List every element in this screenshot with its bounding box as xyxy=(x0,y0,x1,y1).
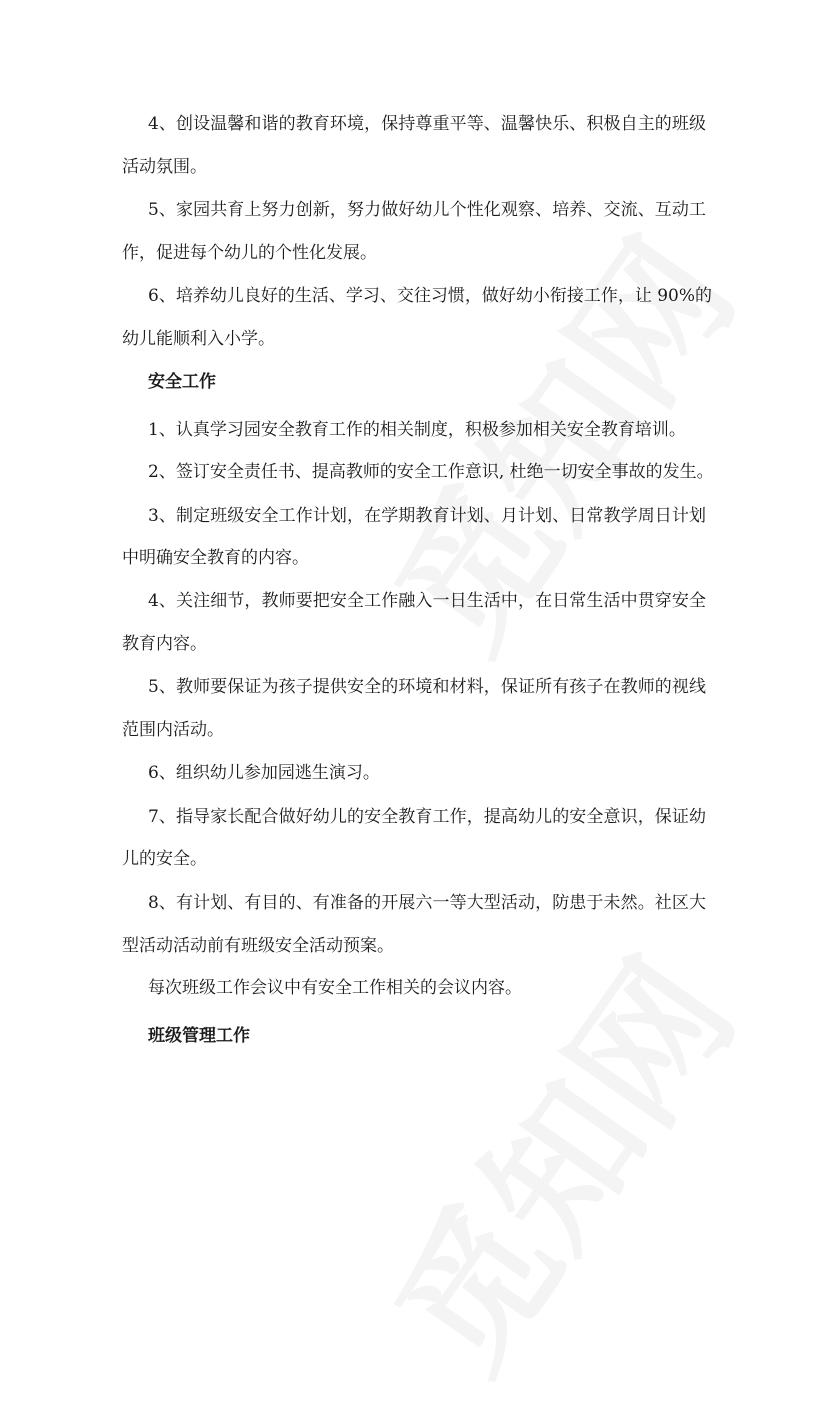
paragraph-line: 活动氛围。 xyxy=(122,157,207,177)
paragraph-line: 中明确安全教育的内容。 xyxy=(122,548,309,568)
paragraph-line: 每次班级工作会议中有安全工作相关的会议内容。 xyxy=(148,978,522,998)
paragraph-line: 儿的安全。 xyxy=(122,849,207,869)
paragraph-line: 2、签订安全责任书、提高教师的安全工作意识, 杜绝一切安全事故的发生。 xyxy=(148,462,714,482)
paragraph-line: 作，促进每个幼儿的个性化发展。 xyxy=(122,243,377,263)
paragraph-line: 8、有计划、有目的、有准备的开展六一等大型活动，防患于未然。社区大 xyxy=(148,893,706,913)
paragraph-line: 4、关注细节，教师要把安全工作融入一日生活中，在日常生活中贯穿安全 xyxy=(148,591,706,611)
paragraph-line: 3、制定班级安全工作计划，在学期教育计划、月计划、日常教学周日计划 xyxy=(148,506,706,526)
paragraph-line: 型活动活动前有班级安全活动预案。 xyxy=(122,936,394,956)
paragraph-line: 幼儿能顺利入小学。 xyxy=(122,329,275,349)
paragraph-line: 5、教师要保证为孩子提供安全的环境和材料，保证所有孩子在教师的视线 xyxy=(148,677,706,697)
paragraph-line: 1、认真学习园安全教育工作的相关制度，积极参加相关安全教育培训。 xyxy=(148,420,686,440)
section-heading-class-management: 班级管理工作 xyxy=(148,1026,250,1046)
paragraph-line: 7、指导家长配合做好幼儿的安全教育工作，提高幼儿的安全意识，保证幼 xyxy=(148,807,706,827)
paragraph-line: 教育内容。 xyxy=(122,634,207,654)
paragraph-line: 6、培养幼儿良好的生活、学习、交往习惯，做好幼小衔接工作，让 90%的 xyxy=(148,286,713,306)
paragraph-line: 4、创设温馨和谐的教育环境，保持尊重平等、温馨快乐、积极自主的班级 xyxy=(148,114,706,134)
paragraph-line: 5、家园共育上努力创新，努力做好幼儿个性化观察、培养、交流、互动工 xyxy=(148,200,706,220)
paragraph-line: 6、组织幼儿参加园逃生演习。 xyxy=(148,763,380,783)
paragraph-line: 范围内活动。 xyxy=(122,720,224,740)
section-heading-safety: 安全工作 xyxy=(148,372,216,392)
